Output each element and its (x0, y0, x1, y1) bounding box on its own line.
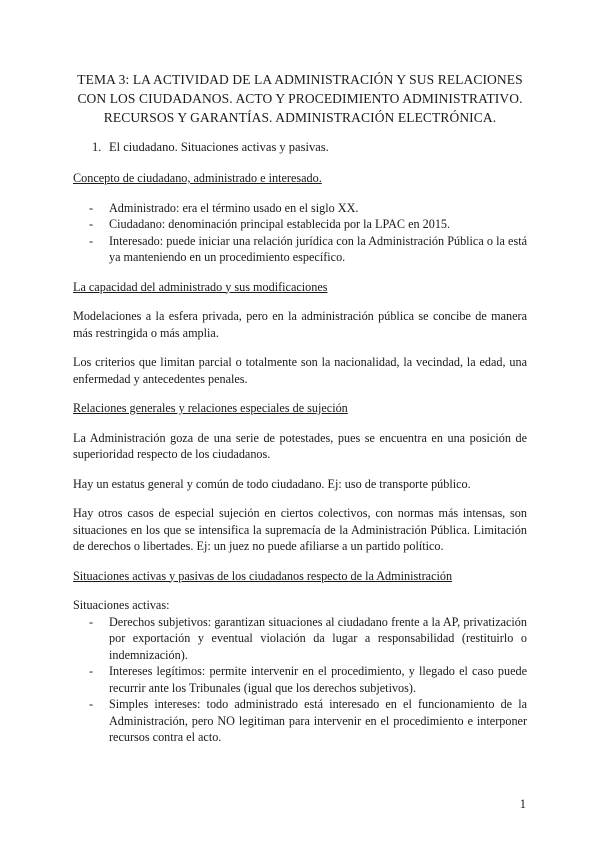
situaciones-list (73, 614, 527, 746)
subsection-heading-relaciones: Relaciones generales y relaciones especiales de sujeción (73, 401, 348, 415)
document-body (73, 170, 527, 746)
list-item: - Ciudadano: denominación principal establecida por la LPAC en 2015. (73, 216, 527, 233)
list-item: - Derechos subjetivos: garantizan situaciones al ciudadano frente a la AP, privatización por exportación y eventual violación da lugar a responsabilidad (restituirlo o indemnización). (73, 614, 527, 664)
concepto-list (73, 200, 527, 266)
paragraph: Los criterios que limitan parcial o totalmente son la nacionalidad, la vecindad, la edad, una enfermedad y antecedentes penales. (73, 355, 527, 386)
list-item: - Simples intereses: todo administrado está interesado en el funcionamiento de la Administración, pero NO legitiman para intervenir en el procedimiento e interponer recursos contra el acto. (73, 696, 527, 746)
paragraph: Hay otros casos de especial sujeción en ciertos colectivos, con normas más intensas, son situaciones en los que se intensifica la supremacía de la Administración Pública. Limitación de derechos o libertades. Ej: un juez no puede afiliarse a un partido político. (73, 506, 527, 553)
situaciones-subheading: Situaciones activas: (73, 598, 170, 612)
subsection-heading-capacidad: La capacidad del administrado y sus modificaciones (73, 279, 328, 294)
list-item: - Intereses legítimos: permite intervenir en el procedimiento, y llegado el caso puede recurrir ante los Tribunales (igual que los derechos subjetivos). (73, 663, 527, 696)
paragraph: Modelaciones a la esfera privada, pero en la administración pública se concibe de manera más restringida o más amplia. (73, 309, 527, 340)
subsection-heading-concepto: Concepto de ciudadano, administrado e interesado. (73, 171, 322, 185)
subsection-heading-situaciones: Situaciones activas y pasivas de los ciudadanos respecto de la Administración (73, 568, 453, 583)
section-heading (92, 140, 329, 155)
paragraph: La Administración goza de una serie de potestades, pues se encuentra en una posición de superioridad respecto de los ciudadanos. (73, 430, 527, 461)
document-title: TEMA 3: LA ACTIVIDAD DE LA ADMINISTRACIÓN Y SUS RELACIONES CON LOS CIUDADANOS. ACTO Y PROCEDIMIENTO ADMINISTRATIVO. RECURSOS Y GARANTÍAS. ADMINISTRACIÓN ELECTRÓNICA. (77, 72, 523, 125)
page-number: 1 (519, 797, 526, 811)
list-item: - Administrado: era el término usado en el siglo XX. (73, 200, 527, 217)
paragraph: Hay un estatus general y común de todo ciudadano. Ej: uso de transporte público. (73, 476, 471, 491)
section-heading-text: El ciudadano. Situaciones activas y pasivas. (109, 140, 329, 154)
section-number: 1. (92, 140, 102, 154)
list-item: - Interesado: puede iniciar una relación jurídica con la Administración Pública o la está ya manteniendo en un procedimiento específico. (73, 233, 527, 266)
